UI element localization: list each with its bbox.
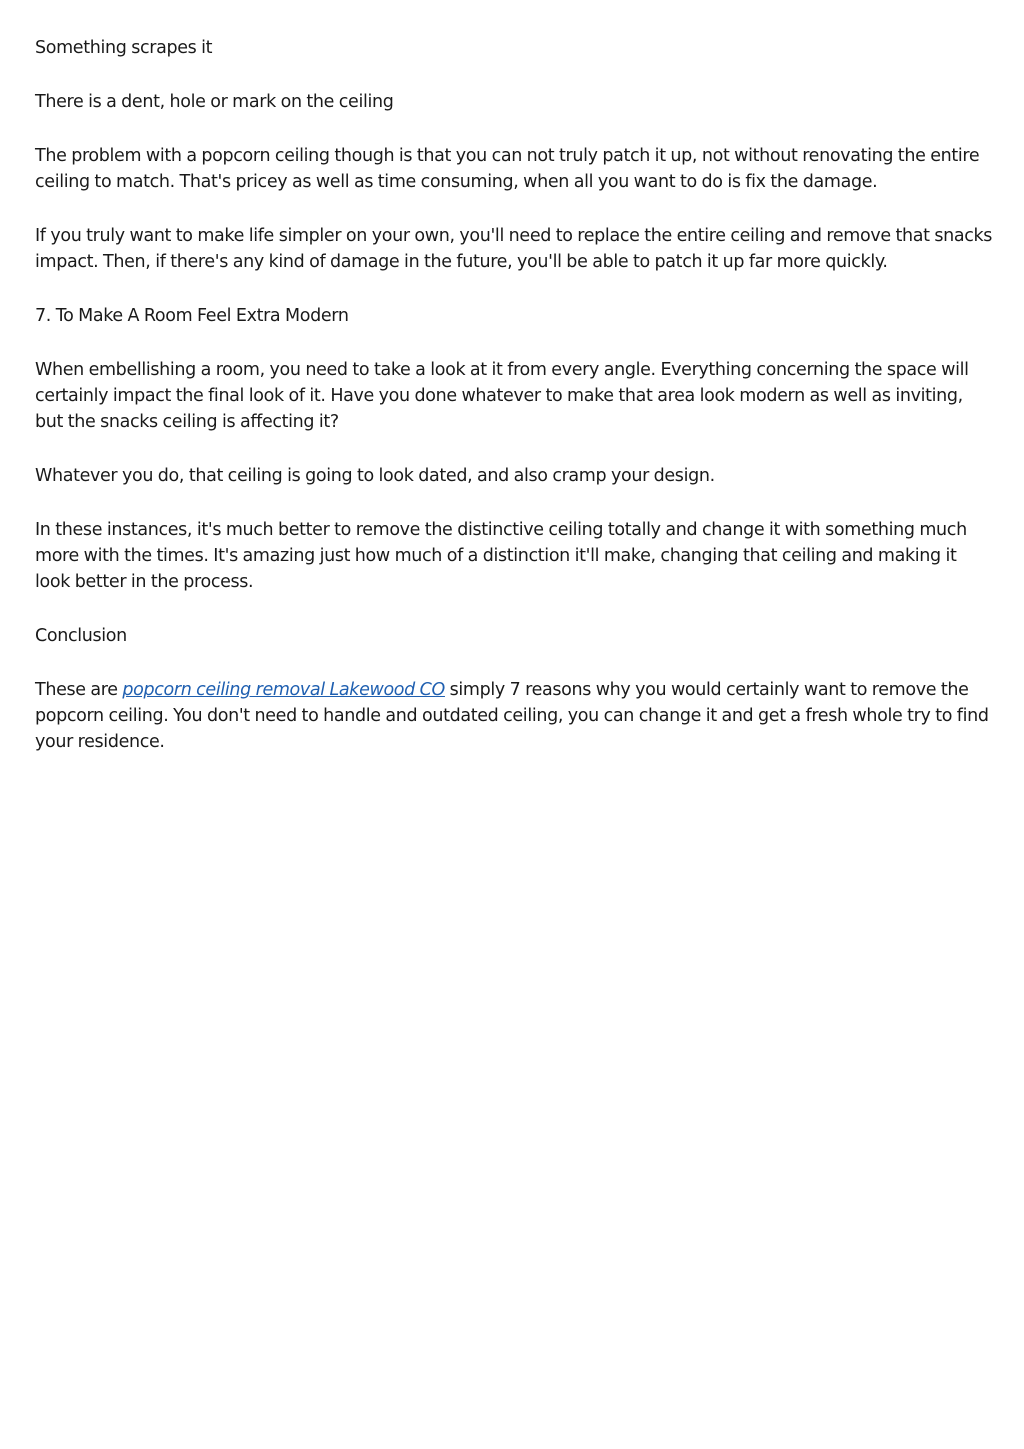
paragraph-replace-ceiling: If you truly want to make life simpler on your own, you'll need to replace the entire ceiling and remove that snacks impact. Then, if there's any kind of damage in the future, you'll be able to patch it up far more quickly. bbox=[35, 226, 993, 272]
paragraph-patch-problem: The problem with a popcorn ceiling though is that you can not truly patch it up, not without renovating the entire ceiling to match. That's pricey as well as time consuming, when all you want to do is fix the damage. bbox=[35, 146, 980, 192]
paragraph-dent-hole-mark: There is a dent, hole or mark on the ceiling bbox=[35, 92, 394, 112]
paragraph-remove-distinctive: In these instances, it's much better to remove the distinctive ceiling totally and change it with something much more with the times. It's amazing just how much of a distinction it'll make, changing that ceiling and making it look better in the process. bbox=[35, 520, 967, 592]
conclusion-text-after-link: simply 7 reasons why you would certainly want to remove the popcorn ceiling. You don't need to handle and outdated ceiling, you can change it and get a fresh whole try to find your residence. bbox=[35, 680, 989, 752]
section-heading-conclusion: Conclusion bbox=[35, 626, 127, 646]
section-heading-modern: 7. To Make A Room Feel Extra Modern bbox=[35, 306, 349, 326]
paragraph-something-scrapes: Something scrapes it bbox=[35, 38, 213, 58]
paragraph-dated-ceiling: Whatever you do, that ceiling is going to look dated, and also cramp your design. bbox=[35, 466, 715, 486]
paragraph-conclusion bbox=[35, 677, 994, 755]
conclusion-text-before-link: These are bbox=[35, 680, 123, 700]
paragraph-embellishing-room: When embellishing a room, you need to take a look at it from every angle. Everything concerning the space will certainly impact the final look of it. Have you done whatever to make that area look modern as well as inviting, but the snacks ceiling is affecting it? bbox=[35, 360, 969, 432]
popcorn-ceiling-removal-link[interactable]: popcorn ceiling removal Lakewood CO bbox=[122, 680, 445, 700]
